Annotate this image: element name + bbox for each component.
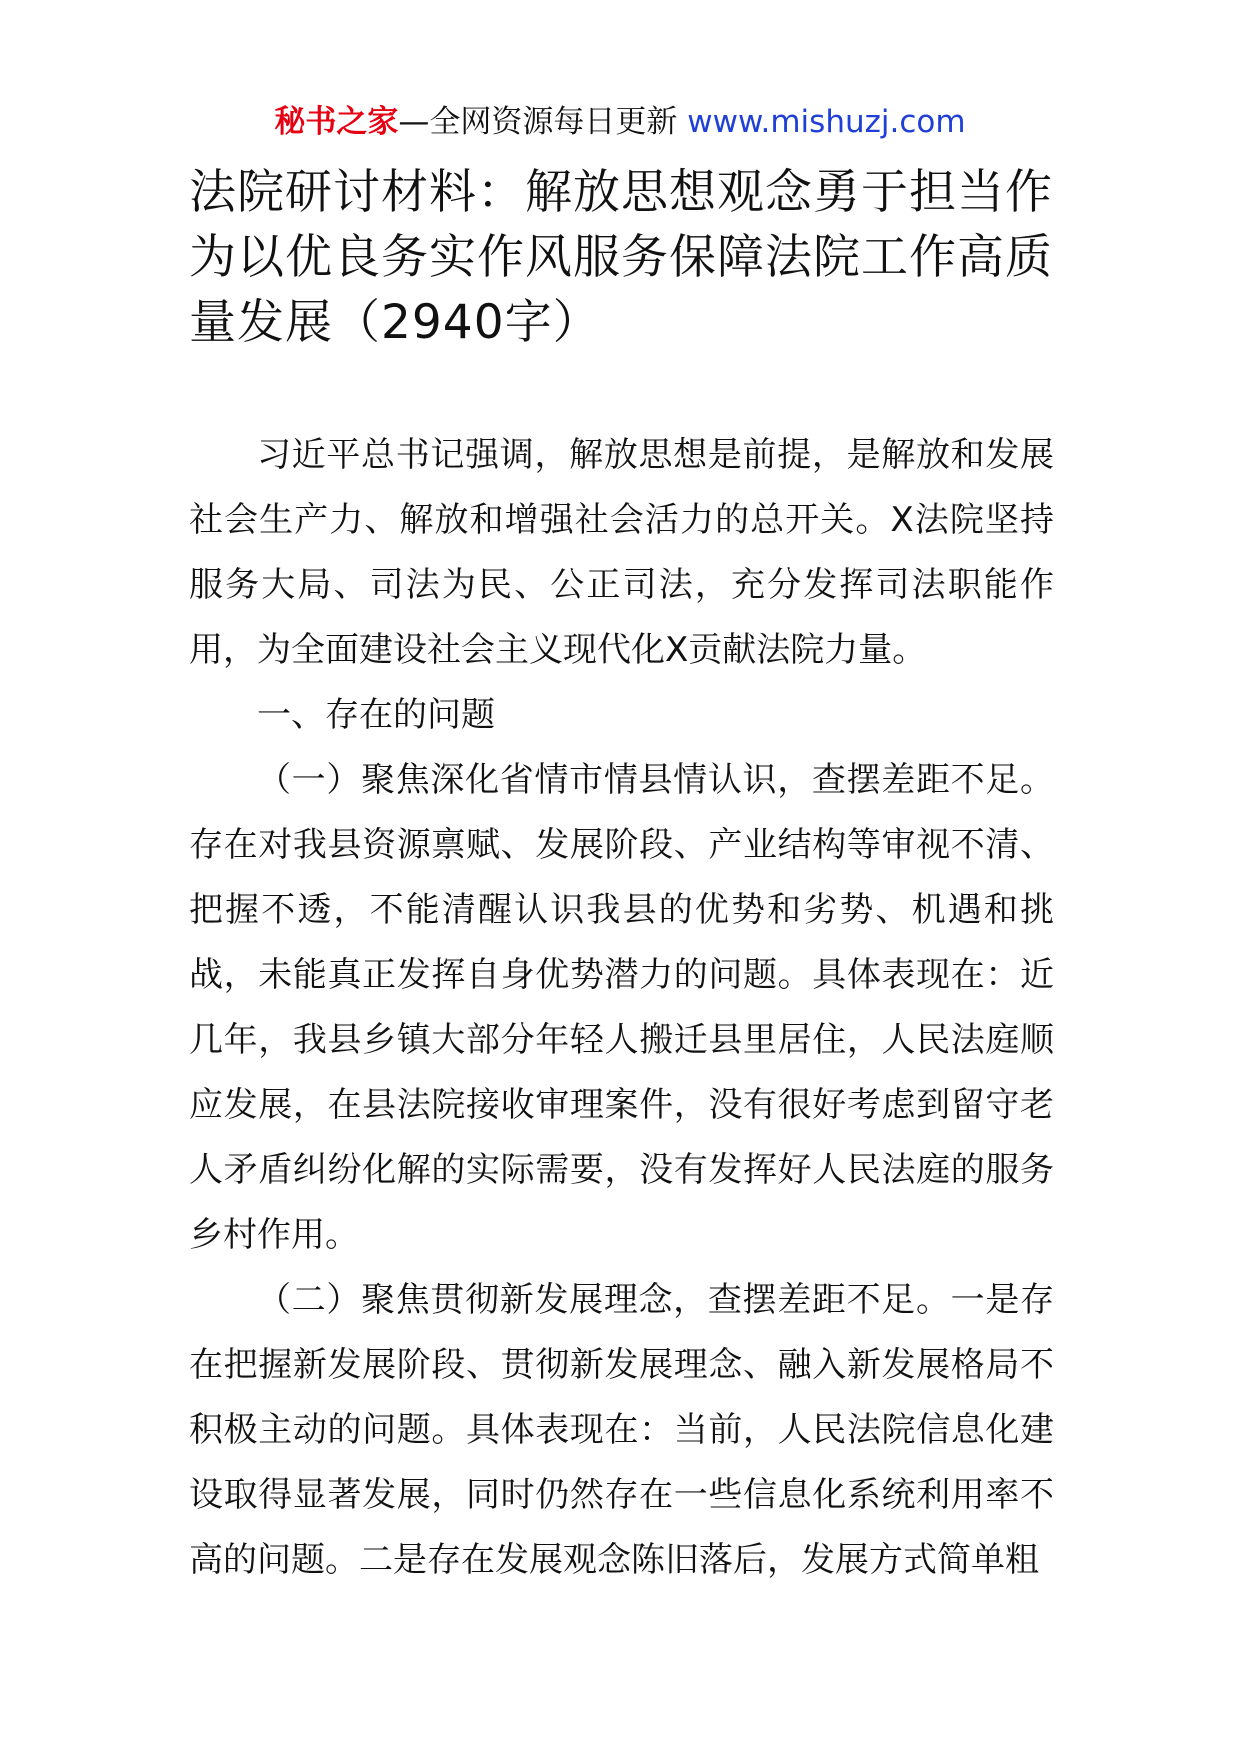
- document-body: [189, 423, 1054, 1593]
- intro-paragraph: 习近平总书记强调，解放思想是前提，是解放和发展社会生产力、解放和增强社会活力的总开关。X法院坚持服务大局、司法为民、公正司法，充分发挥司法职能作用，为全面建设社会主义现代化X贡献法院力量。: [189, 435, 1054, 670]
- site-brand: 秘书之家: [274, 104, 399, 140]
- site-url-link[interactable]: www.mishuzj.com: [687, 104, 966, 140]
- body-paragraph: （一）聚焦深化省情市情县情认识，查摆差距不足。存在对我县资源禀赋、发展阶段、产业结构等审视不清、把握不透，不能清醒认识我县的优势和劣势、机遇和挑战，未能真正发挥自身优势潜力的问题。具体表现在：近几年，我县乡镇大部分年轻人搬迁县里居住，人民法庭顺应发展，在县法院接收审理案件，没有很好考虑到留守老人矛盾纠纷化解的实际需要，没有发挥好人民法庭的服务乡村作用。: [189, 760, 1054, 1255]
- body-paragraph: （二）聚焦贯彻新发展理念，查摆差距不足。一是存在把握新发展阶段、贯彻新发展理念、融入新发展格局不积极主动的问题。具体表现在：当前，人民法院信息化建设取得显著发展，同时仍然存在一些信息化系统利用率不高的问题。二是存在发展观念陈旧落后，发展方式简单粗: [189, 1280, 1054, 1580]
- document-title: 法院研讨材料：解放思想观念勇于担当作为以优良务实作风服务保障法院工作高质量发展（2940字）: [189, 165, 1053, 350]
- section-heading: 一、存在的问题: [257, 695, 495, 735]
- site-header: [0, 102, 1240, 142]
- site-tagline: —全网资源每日更新: [398, 104, 688, 140]
